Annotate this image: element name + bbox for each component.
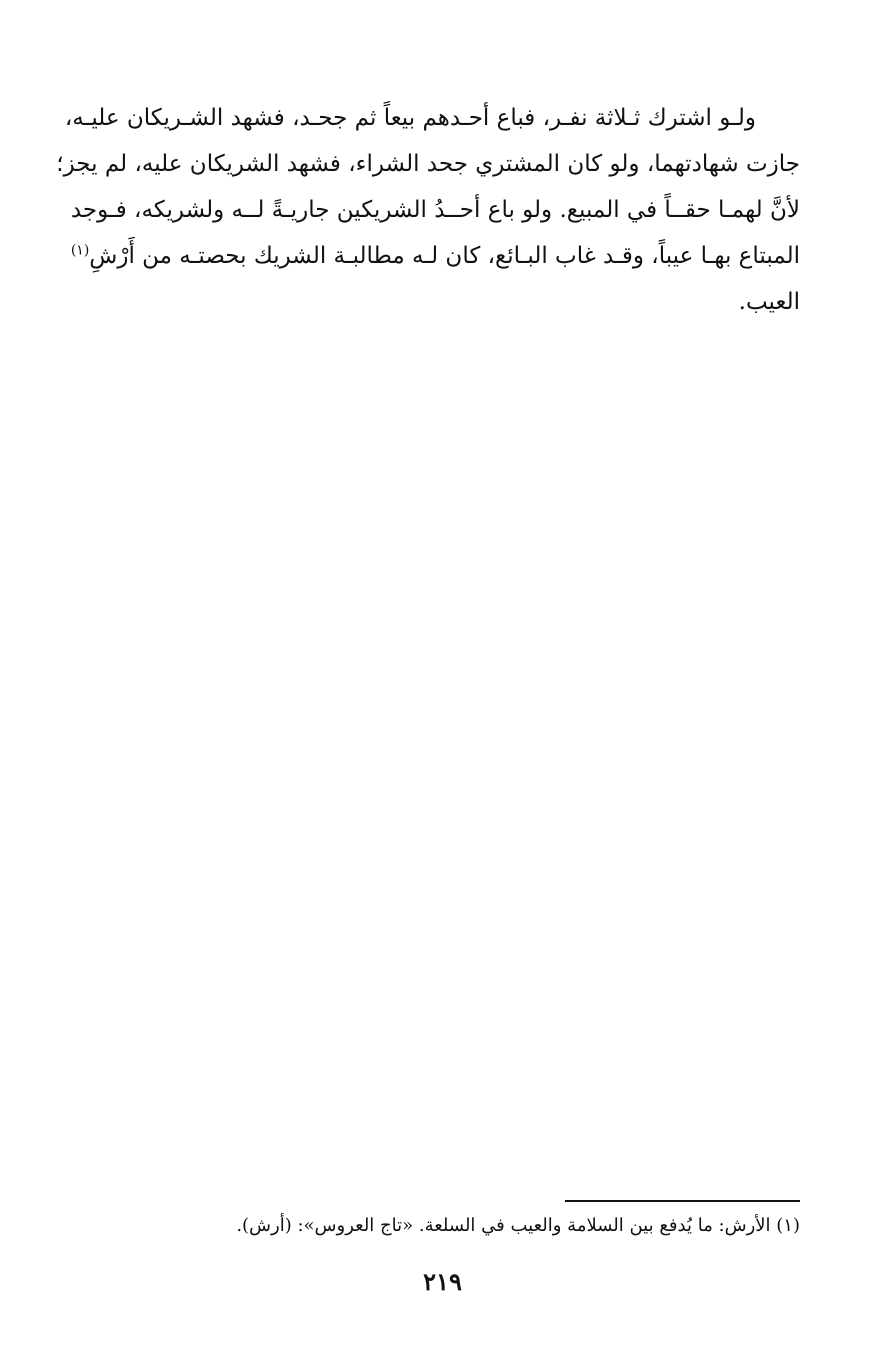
text-line-1: ولـو اشترك ثـلاثة نفـر، فباع أحـدهم بيعاً ثم جحـد، فشهد الشـريكان عليـه، bbox=[64, 105, 756, 131]
text-line-4 bbox=[70, 233, 800, 279]
footnote: (١) الأرش: ما يُدفع بين السلامة والعيب في السلعة. «تاج العروس»: (أرش). bbox=[236, 1215, 800, 1236]
page-number: ٢١٩ bbox=[423, 1267, 462, 1296]
text-line-5: العيب. bbox=[738, 289, 800, 315]
text-line-3: لأنَّ لهمـا حقــاً في المبيع. ولو باع أحــدُ الشريكين جاريـةً لــه ولشريكه، فـوجد bbox=[70, 197, 800, 223]
footnote-reference[interactable]: (١) bbox=[70, 242, 90, 259]
footnote-separator bbox=[565, 1200, 800, 1202]
main-text-block bbox=[56, 95, 800, 325]
text-line-2: جازت شهادتهما، ولو كان المشتري جحد الشراء، فشهد الشريكان عليه، لم يجز؛ bbox=[56, 151, 800, 177]
text-line-4-content: المبتاع بهـا عيباً، وقـد غاب البـائع، كان لـه مطالبـة الشريك بحصتـه من أَرْشِ bbox=[89, 243, 800, 269]
